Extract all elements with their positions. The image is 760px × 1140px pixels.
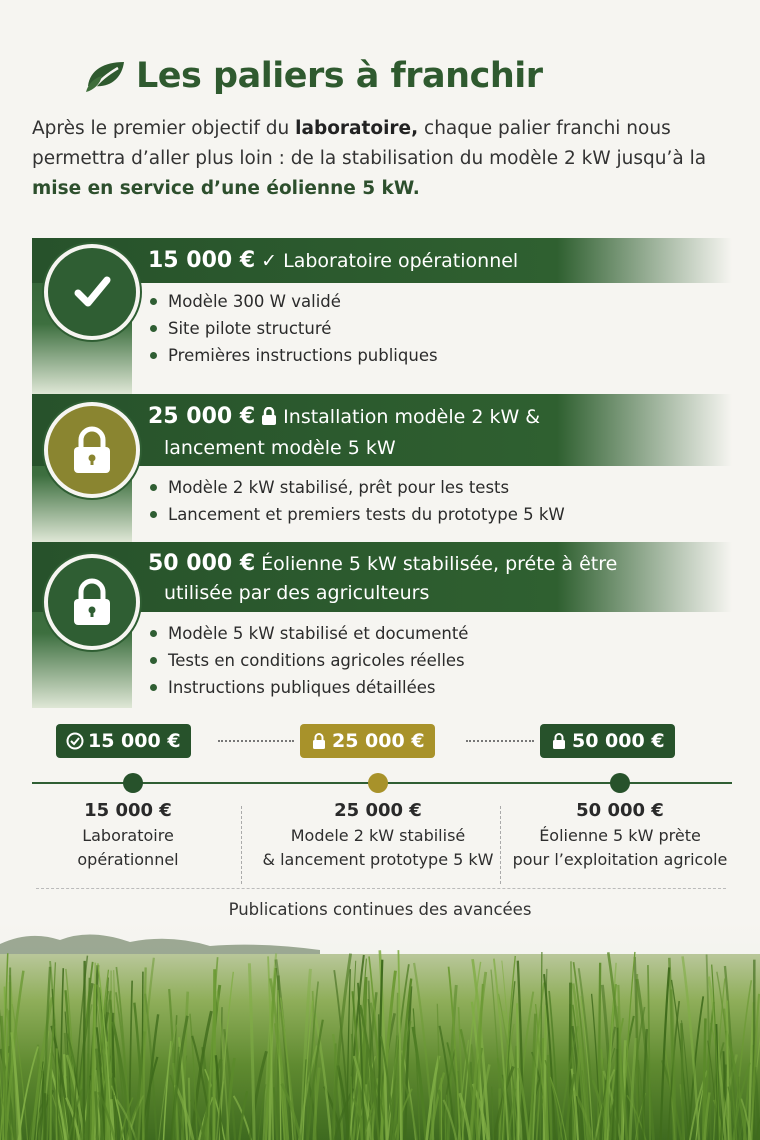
list-item: Instructions publiques détaillées: [148, 674, 468, 701]
page-title: [84, 52, 543, 100]
milestone-50000: [500, 798, 740, 872]
leaf-icon: [84, 56, 128, 96]
timeline-node: [123, 773, 143, 793]
lock-icon: [261, 405, 277, 434]
tier-title: Installation modèle 2 kW &: [283, 406, 541, 428]
list-item: Site pilote structuré: [148, 315, 438, 342]
milestone-25000: [246, 798, 510, 872]
milestone-amount: 25 000 €: [334, 800, 422, 821]
tier-items: [148, 474, 565, 528]
milestone-label: Laboratoire: [82, 826, 174, 845]
title-text: Les paliers à franchir: [136, 56, 543, 96]
milestone-label: pour l’exploitation agricole: [512, 850, 728, 869]
tier-title-line2: utilisée par des agriculteurs: [164, 582, 430, 604]
separator: [241, 806, 242, 884]
tier-amount: 15 000 €: [148, 248, 256, 273]
list-item: Modèle 300 W validé: [148, 288, 438, 315]
check-icon: [44, 244, 140, 340]
milestone-15000: [40, 798, 216, 872]
list-item: Lancement et premiers tests du prototype 5 kW: [148, 501, 565, 528]
intro-text: Après le premier objectif du: [32, 118, 296, 139]
list-item: Premières instructions publiques: [148, 342, 438, 369]
milestone-label: opérationnel: [77, 850, 179, 869]
milestone-amount: 15 000 €: [84, 800, 172, 821]
tier-25000: [32, 394, 732, 542]
tier-title: Éolienne 5 kW stabilisée, préte à être: [261, 553, 618, 575]
intro-bold: mise en service d’une éolienne 5 kW.: [32, 178, 420, 199]
intro-text: chaque palier franchi nous permettra d’aller plus loin : de la stabilisation du modèle 2 kW jusqu’à la: [32, 118, 707, 169]
dotted-connector: [218, 740, 294, 742]
list-item: Modèle 5 kW stabilisé et documenté: [148, 620, 468, 647]
tier-50000: [32, 542, 732, 708]
milestone-label: Modele 2 kW stabilisé: [290, 826, 466, 845]
lock-icon: [44, 554, 140, 650]
milestone-label: & lancement prototype 5 kW: [262, 850, 494, 869]
tier-title-line2: lancement modèle 5 kW: [164, 437, 396, 459]
pill-label: 15 000 €: [88, 730, 181, 752]
grass-field-image: [0, 920, 760, 1140]
lock-icon: [310, 732, 328, 750]
intro-paragraph: [32, 114, 742, 204]
milestone-label: Éolienne 5 kW prète: [539, 826, 701, 845]
tier-items: [148, 288, 438, 369]
check-circle-icon: [66, 732, 84, 750]
divider: [36, 888, 726, 889]
pill-15000: [56, 724, 191, 758]
timeline-node: [368, 773, 388, 793]
tier-15000: [32, 238, 732, 394]
lock-icon: [44, 402, 140, 498]
intro-bold: laboratoire,: [295, 118, 419, 139]
pill-25000: [300, 724, 435, 758]
tier-amount: 25 000 €: [148, 404, 256, 429]
dotted-connector: [466, 740, 534, 742]
list-item: Modèle 2 kW stabilisé, prêt pour les tests: [148, 474, 565, 501]
list-item: Tests en conditions agricoles réelles: [148, 647, 468, 674]
tier-items: [148, 620, 468, 701]
milestone-amount: 50 000 €: [576, 800, 664, 821]
pill-label: 50 000 €: [572, 730, 665, 752]
pill-label: 25 000 €: [332, 730, 425, 752]
footer-note: Publications continues des avancées: [228, 900, 532, 919]
lock-icon: [550, 732, 568, 750]
timeline-node: [610, 773, 630, 793]
pill-50000: [540, 724, 675, 758]
tier-amount: 50 000 €: [148, 551, 256, 576]
tier-title: ✓ Laboratoire opérationnel: [261, 250, 519, 272]
